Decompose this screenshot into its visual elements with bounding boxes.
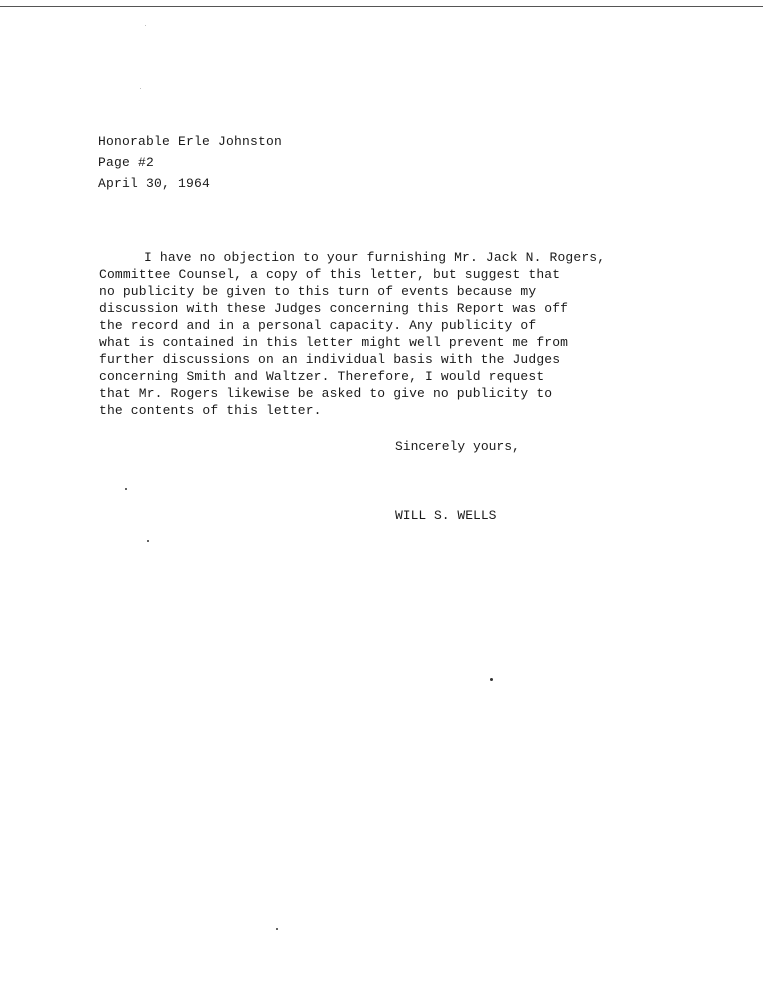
body-line: that Mr. Rogers likewise be asked to give no publicity to bbox=[99, 386, 553, 401]
body-line: further discussions on an individual basis with the Judges bbox=[99, 352, 561, 367]
body-line: no publicity be given to this turn of events because my bbox=[99, 284, 537, 299]
body-line: concerning Smith and Waltzer. Therefore, I would request bbox=[99, 369, 545, 384]
addressee: Honorable Erle Johnston bbox=[98, 134, 283, 149]
scan-speck bbox=[147, 540, 149, 542]
scan-speck bbox=[276, 928, 278, 930]
scan-speck bbox=[125, 488, 127, 490]
body-paragraph bbox=[99, 249, 699, 419]
closing: Sincerely yours, bbox=[395, 439, 520, 454]
page-number: Page #2 bbox=[98, 155, 155, 170]
scan-speck bbox=[490, 678, 493, 681]
body-line: Committee Counsel, a copy of this letter, but suggest that bbox=[99, 267, 561, 282]
top-edge-rule bbox=[0, 6, 763, 7]
scan-speck bbox=[140, 88, 141, 89]
signature-name: WILL S. WELLS bbox=[395, 508, 497, 523]
body-line: the record and in a personal capacity. Any publicity of bbox=[99, 318, 537, 333]
body-line: I have no objection to your furnishing Mr. Jack N. Rogers, bbox=[144, 250, 606, 265]
body-line: what is contained in this letter might well prevent me from bbox=[99, 335, 569, 350]
body-line: discussion with these Judges concerning this Report was off bbox=[99, 301, 569, 316]
letter-date: April 30, 1964 bbox=[98, 176, 211, 191]
letter-heading bbox=[98, 131, 282, 194]
scan-speck bbox=[145, 25, 146, 26]
body-line: the contents of this letter. bbox=[99, 403, 322, 418]
